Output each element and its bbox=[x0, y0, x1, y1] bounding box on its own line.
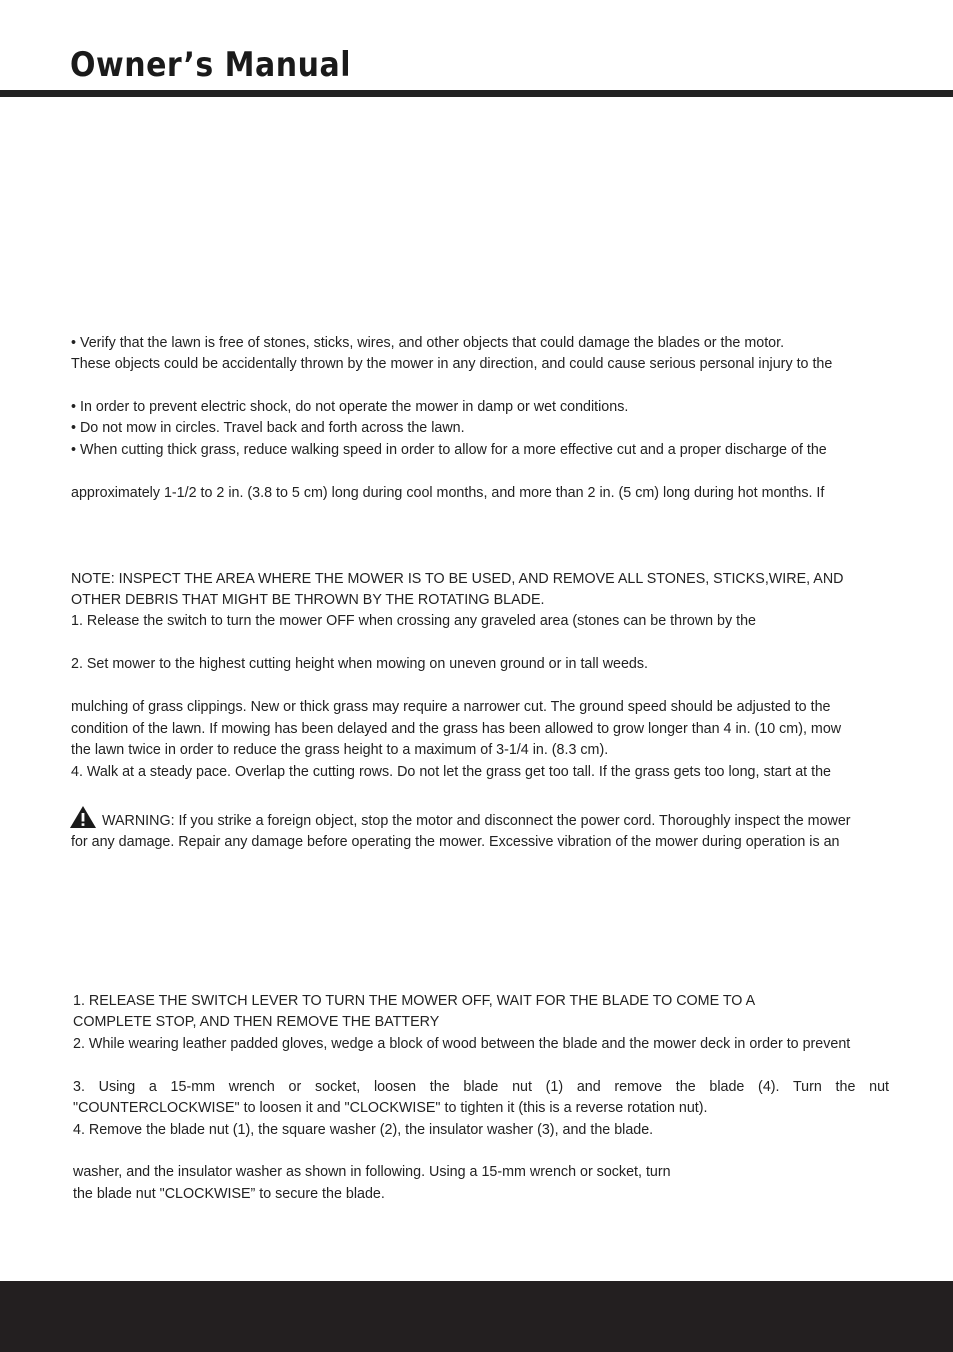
text-line: the lawn twice in order to reduce the grass height to a maximum of 3-1/4 in. (8.3 cm). bbox=[71, 742, 609, 758]
text-line: approximately 1-1/2 to 2 in. (3.8 to 5 cm) long during cool months, and more than 2 in. (5 cm) long during hot months. If bbox=[71, 485, 825, 501]
text-line: 2. While wearing leather padded gloves, wedge a block of wood between the blade and the mower deck in order to prevent bbox=[73, 1036, 851, 1052]
text-line: 2. Set mower to the highest cutting height when mowing on uneven ground or in tall weeds. bbox=[71, 656, 648, 672]
text-line: OTHER DEBRIS THAT MIGHT BE THROWN BY THE ROTATING BLADE. bbox=[71, 592, 545, 608]
text-line: 1. Release the switch to turn the mower OFF when crossing any graveled area (stones can be thrown by the bbox=[71, 613, 757, 629]
text-line: • Do not mow in circles. Travel back and forth across the lawn. bbox=[71, 420, 465, 436]
text-line: COMPLETE STOP, AND THEN REMOVE THE BATTERY bbox=[73, 1014, 440, 1030]
warning-triangle-icon bbox=[69, 805, 97, 829]
text-line: 4. Remove the blade nut (1), the square washer (2), the insulator washer (3), and the blade. bbox=[73, 1122, 654, 1138]
page-title: Owner’s Manual bbox=[70, 46, 352, 86]
text-line: washer, and the insulator washer as shown in following. Using a 15-mm wrench or socket, turn bbox=[73, 1164, 671, 1180]
text-line: • When cutting thick grass, reduce walking speed in order to allow for a more effective cut and a proper discharge of the bbox=[71, 442, 827, 458]
text-line: • In order to prevent electric shock, do not operate the mower in damp or wet conditions. bbox=[71, 399, 629, 415]
text-line: "COUNTERCLOCKWISE" to loosen it and "CLOCKWISE" to tighten it (this is a reverse rotation nut). bbox=[73, 1100, 708, 1116]
text-line: 1. RELEASE THE SWITCH LEVER TO TURN THE MOWER OFF, WAIT FOR THE BLADE TO COME TO A bbox=[73, 993, 756, 1009]
text-line: the blade nut "CLOCKWISE” to secure the blade. bbox=[73, 1186, 385, 1202]
text-line: 4. Walk at a steady pace. Overlap the cutting rows. Do not let the grass get too tall. If the grass gets too long, start at the bbox=[71, 764, 831, 780]
header-divider bbox=[0, 90, 953, 97]
warning-text-line: for any damage. Repair any damage before operating the mower. Excessive vibration of the mower during operation is an bbox=[71, 834, 840, 850]
text-line: NOTE: INSPECT THE AREA WHERE THE MOWER IS TO BE USED, AND REMOVE ALL STONES, STICKS,WIRE, AND bbox=[71, 571, 844, 587]
page-footer-bar bbox=[0, 1281, 953, 1352]
text-line: 3. Using a 15-mm wrench or socket, loosen the blade nut (1) and remove the blade (4). Turn the nut bbox=[73, 1079, 889, 1095]
warning-text-line: WARNING: If you strike a foreign object, stop the motor and disconnect the power cord. Thoroughly inspect the mower bbox=[102, 813, 851, 829]
text-line: • Verify that the lawn is free of stones, sticks, wires, and other objects that could damage the blades or the motor. bbox=[71, 335, 785, 351]
text-line: mulching of grass clippings. New or thick grass may require a narrower cut. The ground speed should be adjusted to the bbox=[71, 699, 831, 715]
text-line: condition of the lawn. If mowing has been delayed and the grass has been allowed to grow longer than 4 in. (10 cm), mow bbox=[71, 721, 842, 737]
text-line: These objects could be accidentally thrown by the mower in any direction, and could cause serious personal injury to the bbox=[71, 356, 833, 372]
